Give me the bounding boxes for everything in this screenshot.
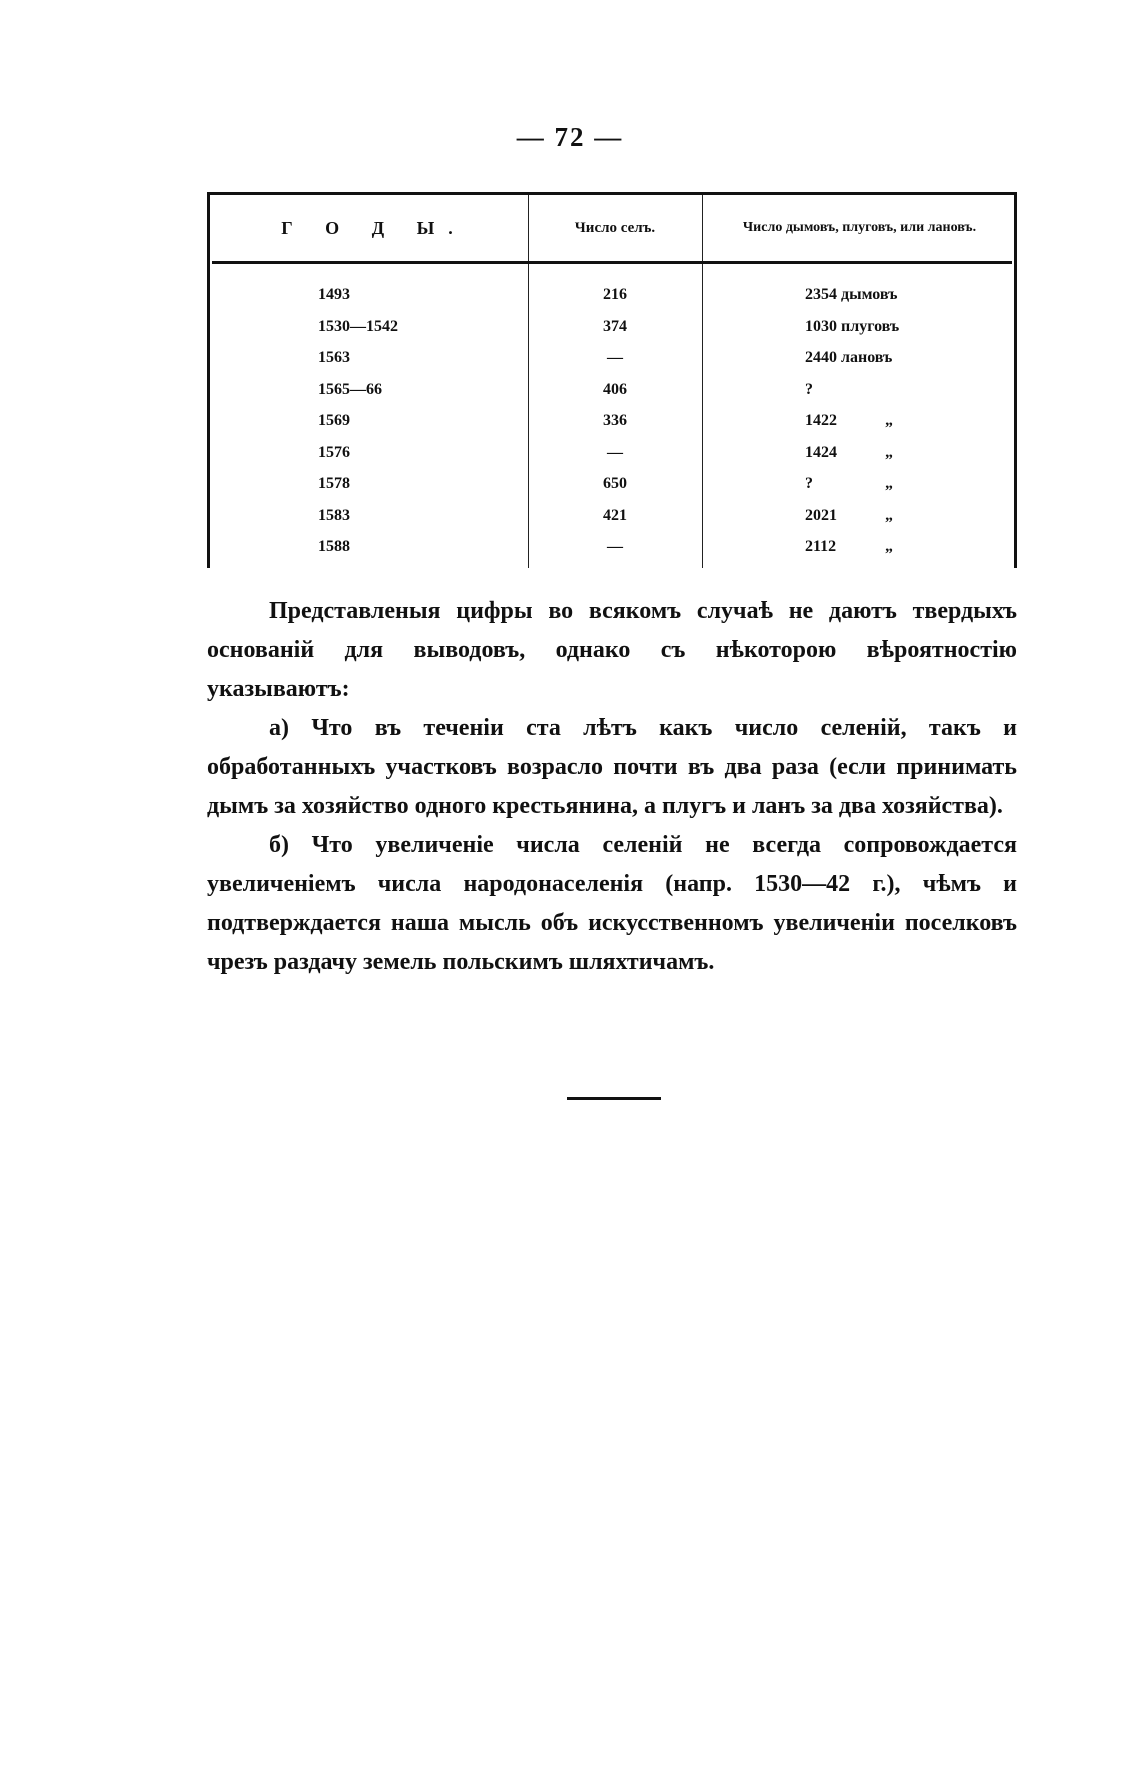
table-row <box>210 279 1014 311</box>
table-row <box>210 468 1014 500</box>
header-units: Число дымовъ, плуговъ, или лановъ. <box>742 220 977 235</box>
cell-villages: — <box>607 443 623 461</box>
paragraph-point-b: б) Что увеличеніе числа селеній не всегда сопровождается увеличеніемъ числа народонаселенія (напр. 1530—42 г.), чѣмъ и подтверждается наша мысль объ искусственномъ увеличеніи поселковъ чрезъ раздачу земель польскимъ шляхтичамъ. <box>207 832 1017 975</box>
cell-year: 1588 <box>318 538 350 555</box>
cell-villages: 650 <box>603 475 627 492</box>
cell-ditto: „ <box>885 412 893 429</box>
cell-year: 1493 <box>318 286 350 303</box>
cell-units: 1422 <box>805 412 837 429</box>
end-rule <box>567 1097 661 1100</box>
cell-year: 1583 <box>318 506 350 524</box>
header-years: Г О Д Ы. <box>281 217 467 238</box>
cell-ditto: „ <box>885 538 893 555</box>
table-body <box>210 279 1014 563</box>
header-rule <box>212 261 1012 264</box>
table-row <box>210 437 1014 469</box>
cell-ditto: „ <box>885 506 893 524</box>
cell-ditto: „ <box>885 475 893 492</box>
cell-ditto: „ <box>885 443 893 461</box>
body-text <box>207 592 1017 982</box>
table-row <box>210 342 1014 374</box>
cell-villages: 374 <box>603 317 627 335</box>
cell-villages: 406 <box>603 380 627 398</box>
table-header <box>210 195 1014 261</box>
header-villages: Число селъ. <box>574 219 656 236</box>
cell-year: 1569 <box>318 412 350 429</box>
cell-units: 2112 <box>805 538 837 555</box>
cell-villages: 216 <box>603 286 627 303</box>
paragraph-intro: Представленыя цифры во всякомъ случаѣ не даютъ твердыхъ основаній для выводовъ, однако съ нѣкоторою вѣроятностію указываютъ: <box>207 598 1017 702</box>
table-row <box>210 405 1014 437</box>
cell-units: 1030 плуговъ <box>805 317 900 335</box>
cell-units: 2440 лановъ <box>805 349 893 366</box>
cell-units: 2354 дымовъ <box>805 286 898 303</box>
paragraph-point-a: а) Что въ теченіи ста лѣтъ какъ число селеній, такъ и обработанныхъ участковъ возрасло почти въ два раза (если принимать дымъ за хозяйство одного крестьянина, а плугъ и ланъ за два хозяйства). <box>207 715 1017 819</box>
cell-year: 1576 <box>318 443 350 461</box>
cell-units: ? <box>805 475 813 492</box>
table-row <box>210 531 1014 563</box>
page-number: — 72 — <box>516 122 624 152</box>
cell-year: 1578 <box>318 475 350 492</box>
table-row <box>210 311 1014 343</box>
cell-year: 1563 <box>318 349 350 366</box>
table-row <box>210 500 1014 532</box>
statistics-table <box>207 192 1017 568</box>
cell-year: 1530—1542 <box>318 317 398 335</box>
cell-villages: — <box>607 349 623 366</box>
cell-villages: 421 <box>603 506 627 524</box>
cell-units: 2021 <box>805 506 837 524</box>
cell-year: 1565—66 <box>318 380 382 398</box>
cell-units: 1424 <box>805 443 837 461</box>
table-row <box>210 374 1014 406</box>
cell-villages: — <box>607 538 623 555</box>
cell-units: ? <box>805 380 813 398</box>
cell-villages: 336 <box>603 412 627 429</box>
